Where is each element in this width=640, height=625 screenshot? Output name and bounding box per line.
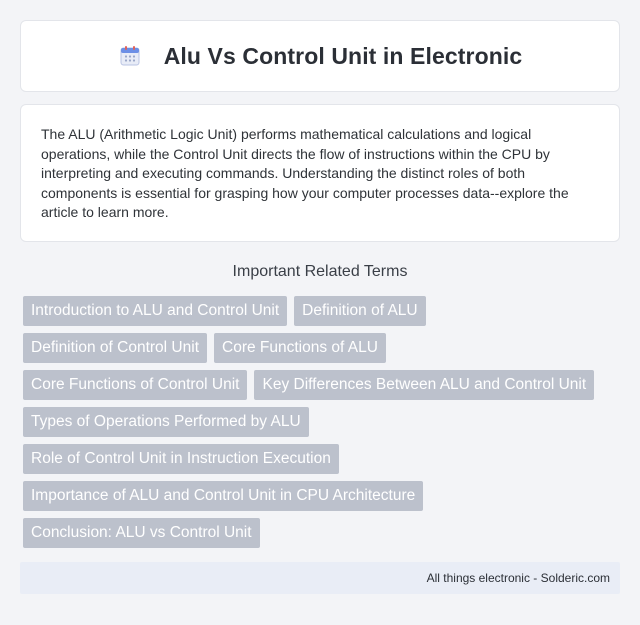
page-title: Alu Vs Control Unit in Electronic bbox=[163, 42, 523, 69]
related-terms-heading: Important Related Terms bbox=[232, 263, 408, 280]
tag-row bbox=[23, 481, 620, 511]
title-card bbox=[20, 20, 620, 92]
tag-role-of-control-unit[interactable]: Role of Control Unit in Instruction Execution bbox=[23, 444, 339, 474]
tag-core-functions-of-alu[interactable]: Core Functions of ALU bbox=[214, 333, 386, 363]
footer-text: All things electronic - Solderic.com bbox=[426, 571, 610, 585]
related-terms-list bbox=[23, 296, 620, 555]
tag-definition-of-alu[interactable]: Definition of ALU bbox=[294, 296, 425, 326]
description-card bbox=[20, 104, 620, 242]
tag-conclusion[interactable]: Conclusion: ALU vs Control Unit bbox=[23, 518, 260, 548]
tag-row bbox=[23, 370, 620, 400]
description-text: The ALU (Arithmetic Logic Unit) performs mathematical calculations and logical operations, while the Control Unit directs the flow of instructions within the CPU by interpreting and executing commands. Understanding the distinct roles of both components is essential for grasping how your computer processes data--explore the article to learn more. bbox=[41, 126, 569, 221]
tag-key-differences[interactable]: Key Differences Between ALU and Control Unit bbox=[254, 370, 594, 400]
tag-introduction-to-alu-and-control-unit[interactable]: Introduction to ALU and Control Unit bbox=[23, 296, 287, 326]
footer bbox=[20, 562, 620, 594]
tag-definition-of-control-unit[interactable]: Definition of Control Unit bbox=[23, 333, 207, 363]
tag-row bbox=[23, 444, 620, 474]
tag-importance-in-cpu-architecture[interactable]: Importance of ALU and Control Unit in CPU Architecture bbox=[23, 481, 423, 511]
tag-row bbox=[23, 518, 620, 548]
calendar-icon bbox=[118, 44, 142, 68]
tag-row bbox=[23, 407, 620, 437]
tag-core-functions-of-control-unit[interactable]: Core Functions of Control Unit bbox=[23, 370, 247, 400]
tag-types-of-operations[interactable]: Types of Operations Performed by ALU bbox=[23, 407, 309, 437]
tag-row bbox=[23, 296, 620, 326]
tag-row bbox=[23, 333, 620, 363]
